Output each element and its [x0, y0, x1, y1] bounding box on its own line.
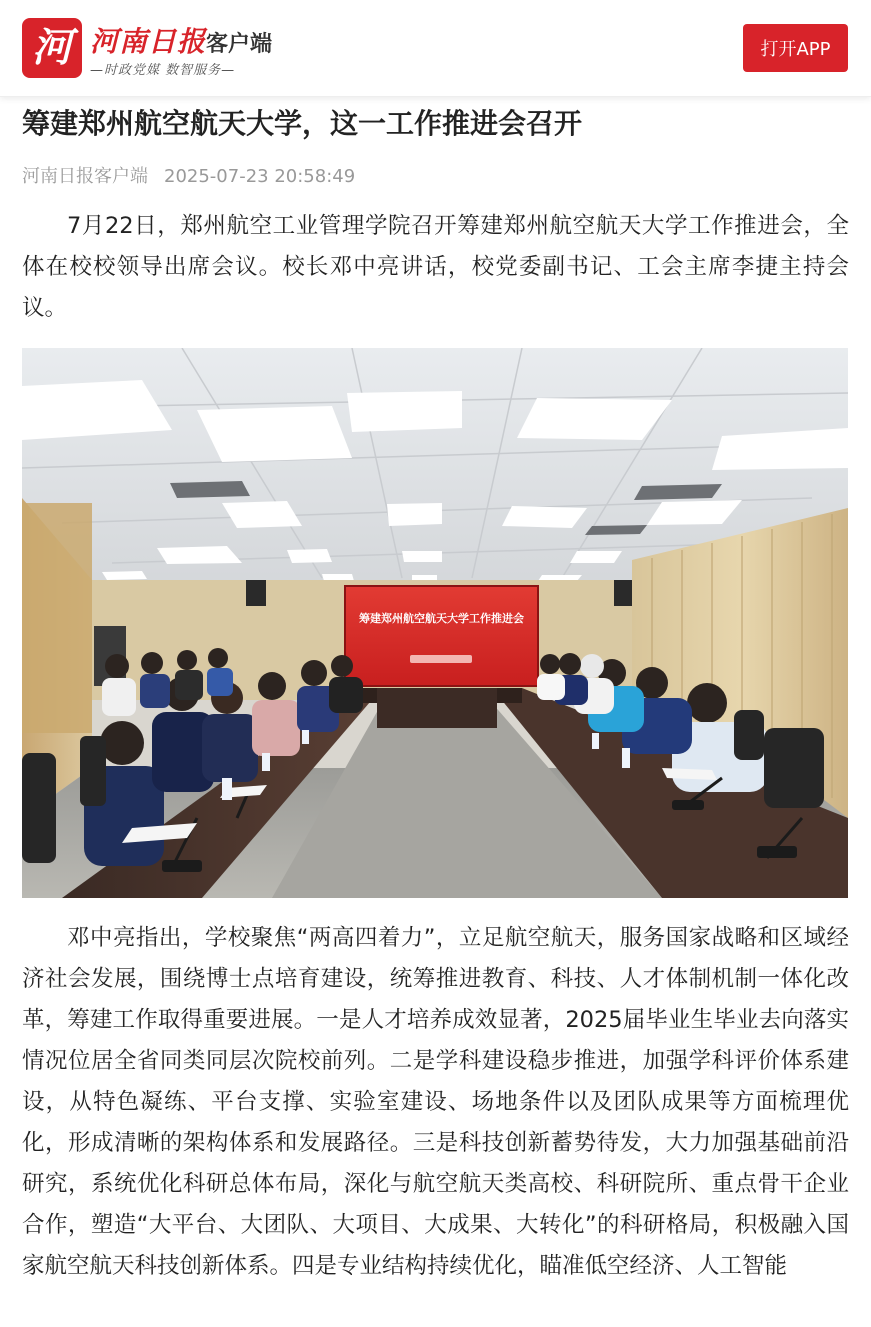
app-logo-icon[interactable] — [22, 18, 82, 78]
article-title: 筹建郑州航空航天大学，这一工作推进会召开 — [22, 107, 583, 140]
article-paragraph-1: 7月22日，郑州航空工业管理学院召开筹建郑州航空航天大学工作推进会，全体在校校领导出席会议。校长邓中亮讲话，校党委副书记、工会主席李捷主持会议。 — [22, 213, 849, 321]
brand-slogan: —时政党媒 数智服务— — [90, 63, 236, 78]
article-photo[interactable] — [22, 348, 848, 898]
article-paragraph-2: 邓中亮指出，学校聚焦“两高四着力”，立足航空航天，服务国家战略和区域经济社会发展，围绕博士点培育建设，统筹推进教育、科技、人才体制机制一体化改革，筹建工作取得重要进展。一是人才培养成效显著，2025届毕业生毕业去向落实情况位居全省同类同层次院校前列。二是学科建设稳步推进，加强学科评价体系建设，从特色凝练、平台支撑、实验室建设、场地条件以及团队成果等方面梳理优化，形成清晰的架构体系和发展路径。三是科技创新蓄势待发，大力加强基础前沿研究，系统优化科研总体布局，深化与航空航天类高校、科研院所、重点骨干企业合作，塑造“大平台、大团队、大项目、大成果、大转化”的科研格局，积极融入国家航空航天科技创新体系。四是专业结构持续优化，瞄准低空经济、人工智能 — [22, 925, 849, 1279]
brand-name — [90, 20, 272, 56]
brand-name-suffix: 客户端 — [206, 32, 273, 57]
article-source[interactable]: 河南日报客户端 — [22, 166, 148, 187]
article-meta — [22, 162, 355, 188]
meeting-room-illustration — [22, 348, 848, 898]
article-time: 2025-07-23 20:58:49 — [164, 166, 356, 187]
open-app-button[interactable]: 打开APP — [743, 24, 848, 72]
logo-character: 河 — [32, 24, 72, 71]
top-bar — [0, 0, 871, 97]
brand-name-main: 河南日报 — [90, 25, 207, 58]
screen-title-text: 筹建郑州航空航天大学工作推进会 — [359, 612, 524, 625]
